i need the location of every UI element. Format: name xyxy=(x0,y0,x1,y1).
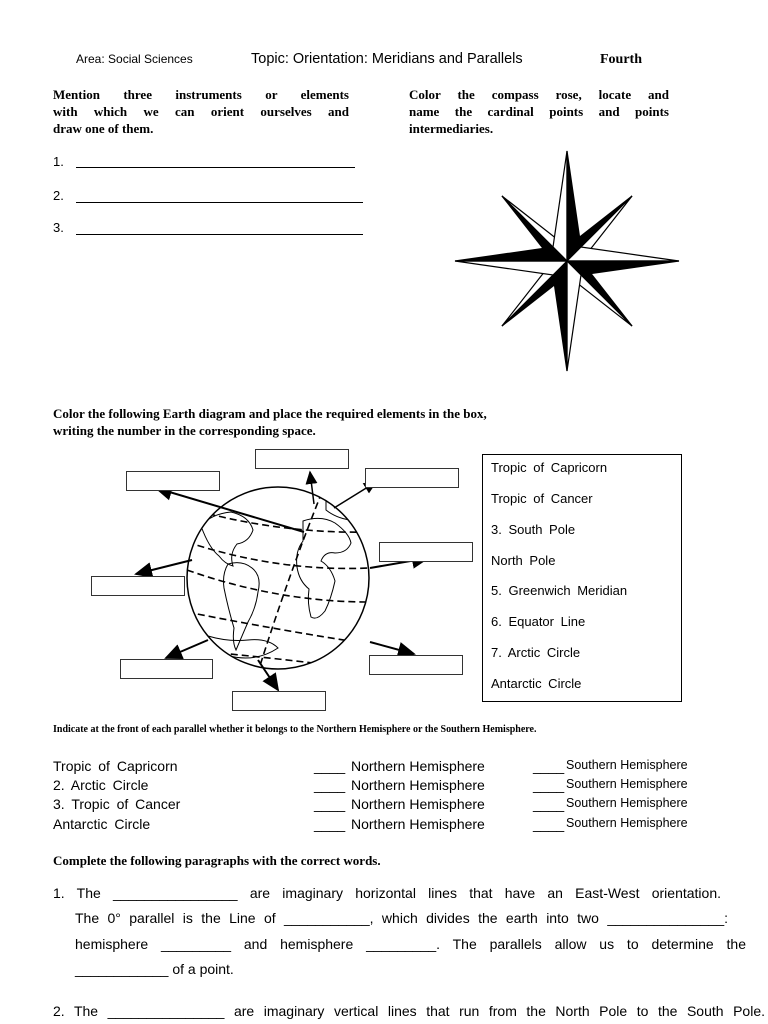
south-blank[interactable]: ____ xyxy=(533,758,565,774)
paragraph-1-line1[interactable]: 1. The ________________ are imaginary horizontal lines that have an East-West orientation. xyxy=(53,885,721,901)
parallel-name: Antarctic Circle xyxy=(53,816,151,832)
instruction-instruments-line3: draw one of them. xyxy=(53,121,154,136)
south-blank[interactable]: ____ xyxy=(533,816,565,832)
instruction-compass-line2: name the cardinal points and points xyxy=(409,104,669,119)
north-option: Northern Hemisphere xyxy=(351,758,485,774)
south-option: Southern Hemisphere xyxy=(566,816,688,830)
grade-label: Fourth xyxy=(600,52,642,67)
instruction-compass-line3: intermediaries. xyxy=(409,121,494,136)
globe-icon xyxy=(187,487,369,669)
south-option: Southern Hemisphere xyxy=(566,777,688,791)
paragraph-1-line3[interactable]: hemisphere _________ and hemisphere _________. The parallels allow us to determine the xyxy=(75,936,746,952)
label-box-upper-left[interactable] xyxy=(126,471,220,491)
label-box-upper-right[interactable] xyxy=(365,468,459,488)
paragraph-1-line2[interactable]: The 0° parallel is the Line of ___________, which divides the earth into two _______________: xyxy=(75,910,728,926)
parallel-name: 3. Tropic of Cancer xyxy=(53,796,181,812)
legend-item: Antarctic Circle xyxy=(491,676,582,691)
answer-3-number: 3. xyxy=(53,220,64,235)
label-box-lower-left[interactable] xyxy=(120,659,213,679)
label-box-right[interactable] xyxy=(379,542,473,562)
parallel-name: 2. Arctic Circle xyxy=(53,777,149,793)
label-box-lower-right[interactable] xyxy=(369,655,463,675)
south-option: Southern Hemisphere xyxy=(566,758,688,772)
north-blank[interactable]: ____ xyxy=(314,816,346,832)
instruction-instruments-line2: with which we can orient ourselves and xyxy=(53,104,349,119)
instruction-hemisphere: Indicate at the front of each parallel whether it belongs to the Northern Hemisphere or the Southern Hemisphere. xyxy=(53,724,537,735)
north-blank[interactable]: ____ xyxy=(314,758,346,774)
legend-item: Tropic of Cancer xyxy=(491,491,593,506)
south-blank[interactable]: ____ xyxy=(533,777,565,793)
answer-1-line[interactable] xyxy=(76,167,355,168)
area-label: Area: Social Sciences xyxy=(76,52,193,66)
answer-1-number: 1. xyxy=(53,154,64,169)
instruction-earth: Color the following Earth diagram and place the required elements in the box, xyxy=(53,406,487,421)
south-blank[interactable]: ____ xyxy=(533,796,565,812)
instruction-paragraphs: Complete the following paragraphs with the correct words. xyxy=(53,853,381,868)
north-blank[interactable]: ____ xyxy=(314,777,346,793)
paragraph-2-line1[interactable]: 2. The _______________ are imaginary vertical lines that run from the North Pole to the South Pole. xyxy=(53,1003,765,1019)
answer-2-number: 2. xyxy=(53,188,64,203)
paragraph-1-line4[interactable]: ____________ of a point. xyxy=(75,961,234,977)
topic-label: Topic: Orientation: Meridians and Parallels xyxy=(251,51,523,67)
instruction-instruments: Mention three instruments or elements xyxy=(53,87,349,102)
south-option: Southern Hemisphere xyxy=(566,796,688,810)
legend-item: North Pole xyxy=(491,553,556,568)
legend-item: 5. Greenwich Meridian xyxy=(491,583,628,598)
north-option: Northern Hemisphere xyxy=(351,816,485,832)
answer-3-line[interactable] xyxy=(76,234,363,235)
legend-item: 7. Arctic Circle xyxy=(491,645,581,660)
north-option: Northern Hemisphere xyxy=(351,777,485,793)
legend-box xyxy=(482,454,682,702)
label-box-left[interactable] xyxy=(91,576,185,596)
legend-item: 3. South Pole xyxy=(491,522,576,537)
parallel-name: Tropic of Capricorn xyxy=(53,758,178,774)
answer-2-line[interactable] xyxy=(76,202,363,203)
north-blank[interactable]: ____ xyxy=(314,796,346,812)
legend-item: Tropic of Capricorn xyxy=(491,460,608,475)
compass-rose-icon[interactable] xyxy=(450,148,686,376)
label-box-bottom[interactable] xyxy=(232,691,326,711)
instruction-compass: Color the compass rose, locate and xyxy=(409,87,669,102)
north-option: Northern Hemisphere xyxy=(351,796,485,812)
label-box-top[interactable] xyxy=(255,449,349,469)
legend-item: 6. Equator Line xyxy=(491,614,586,629)
instruction-earth-line2: writing the number in the corresponding space. xyxy=(53,423,316,438)
